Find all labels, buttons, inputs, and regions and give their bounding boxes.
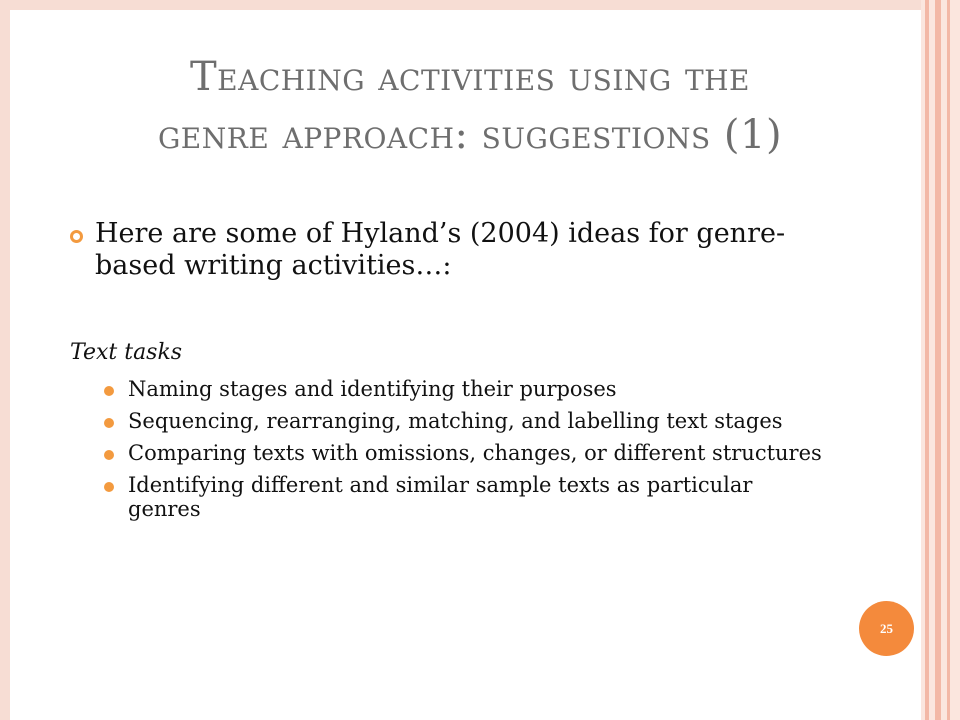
- dot-bullet-icon: [104, 386, 114, 396]
- list-item-text: Sequencing, rearranging, matching, and labelling text stages: [128, 409, 783, 433]
- text-task-list: [104, 377, 824, 529]
- stripe: [947, 0, 950, 720]
- stripe: [925, 0, 929, 720]
- dot-bullet-icon: [104, 450, 114, 460]
- stripe: [935, 0, 941, 720]
- dot-bullet-icon: [104, 482, 114, 492]
- main-bullet-point: [70, 218, 850, 282]
- list-item: [104, 441, 824, 465]
- section-label: Text tasks: [70, 340, 183, 365]
- list-item-text: Identifying different and similar sample texts as particular genres: [128, 473, 753, 521]
- main-bullet-text: Here are some of Hyland’s (2004) ideas for genre-based writing activities…:: [95, 218, 786, 281]
- page-number-badge: 25: [859, 601, 914, 656]
- list-item-text: Naming stages and identifying their purposes: [128, 377, 617, 401]
- list-item: [104, 377, 824, 401]
- ring-bullet-icon: [70, 230, 83, 243]
- slide-title: [40, 48, 900, 164]
- title-line-2: genre approach: suggestions (1): [157, 112, 783, 158]
- list-item-text: Comparing texts with omissions, changes, or different structures: [128, 441, 822, 465]
- dot-bullet-icon: [104, 418, 114, 428]
- list-item: [104, 473, 824, 521]
- decorative-side-stripes: [921, 0, 960, 720]
- list-item: [104, 409, 824, 433]
- title-line-1: Teaching activities using the: [189, 54, 750, 100]
